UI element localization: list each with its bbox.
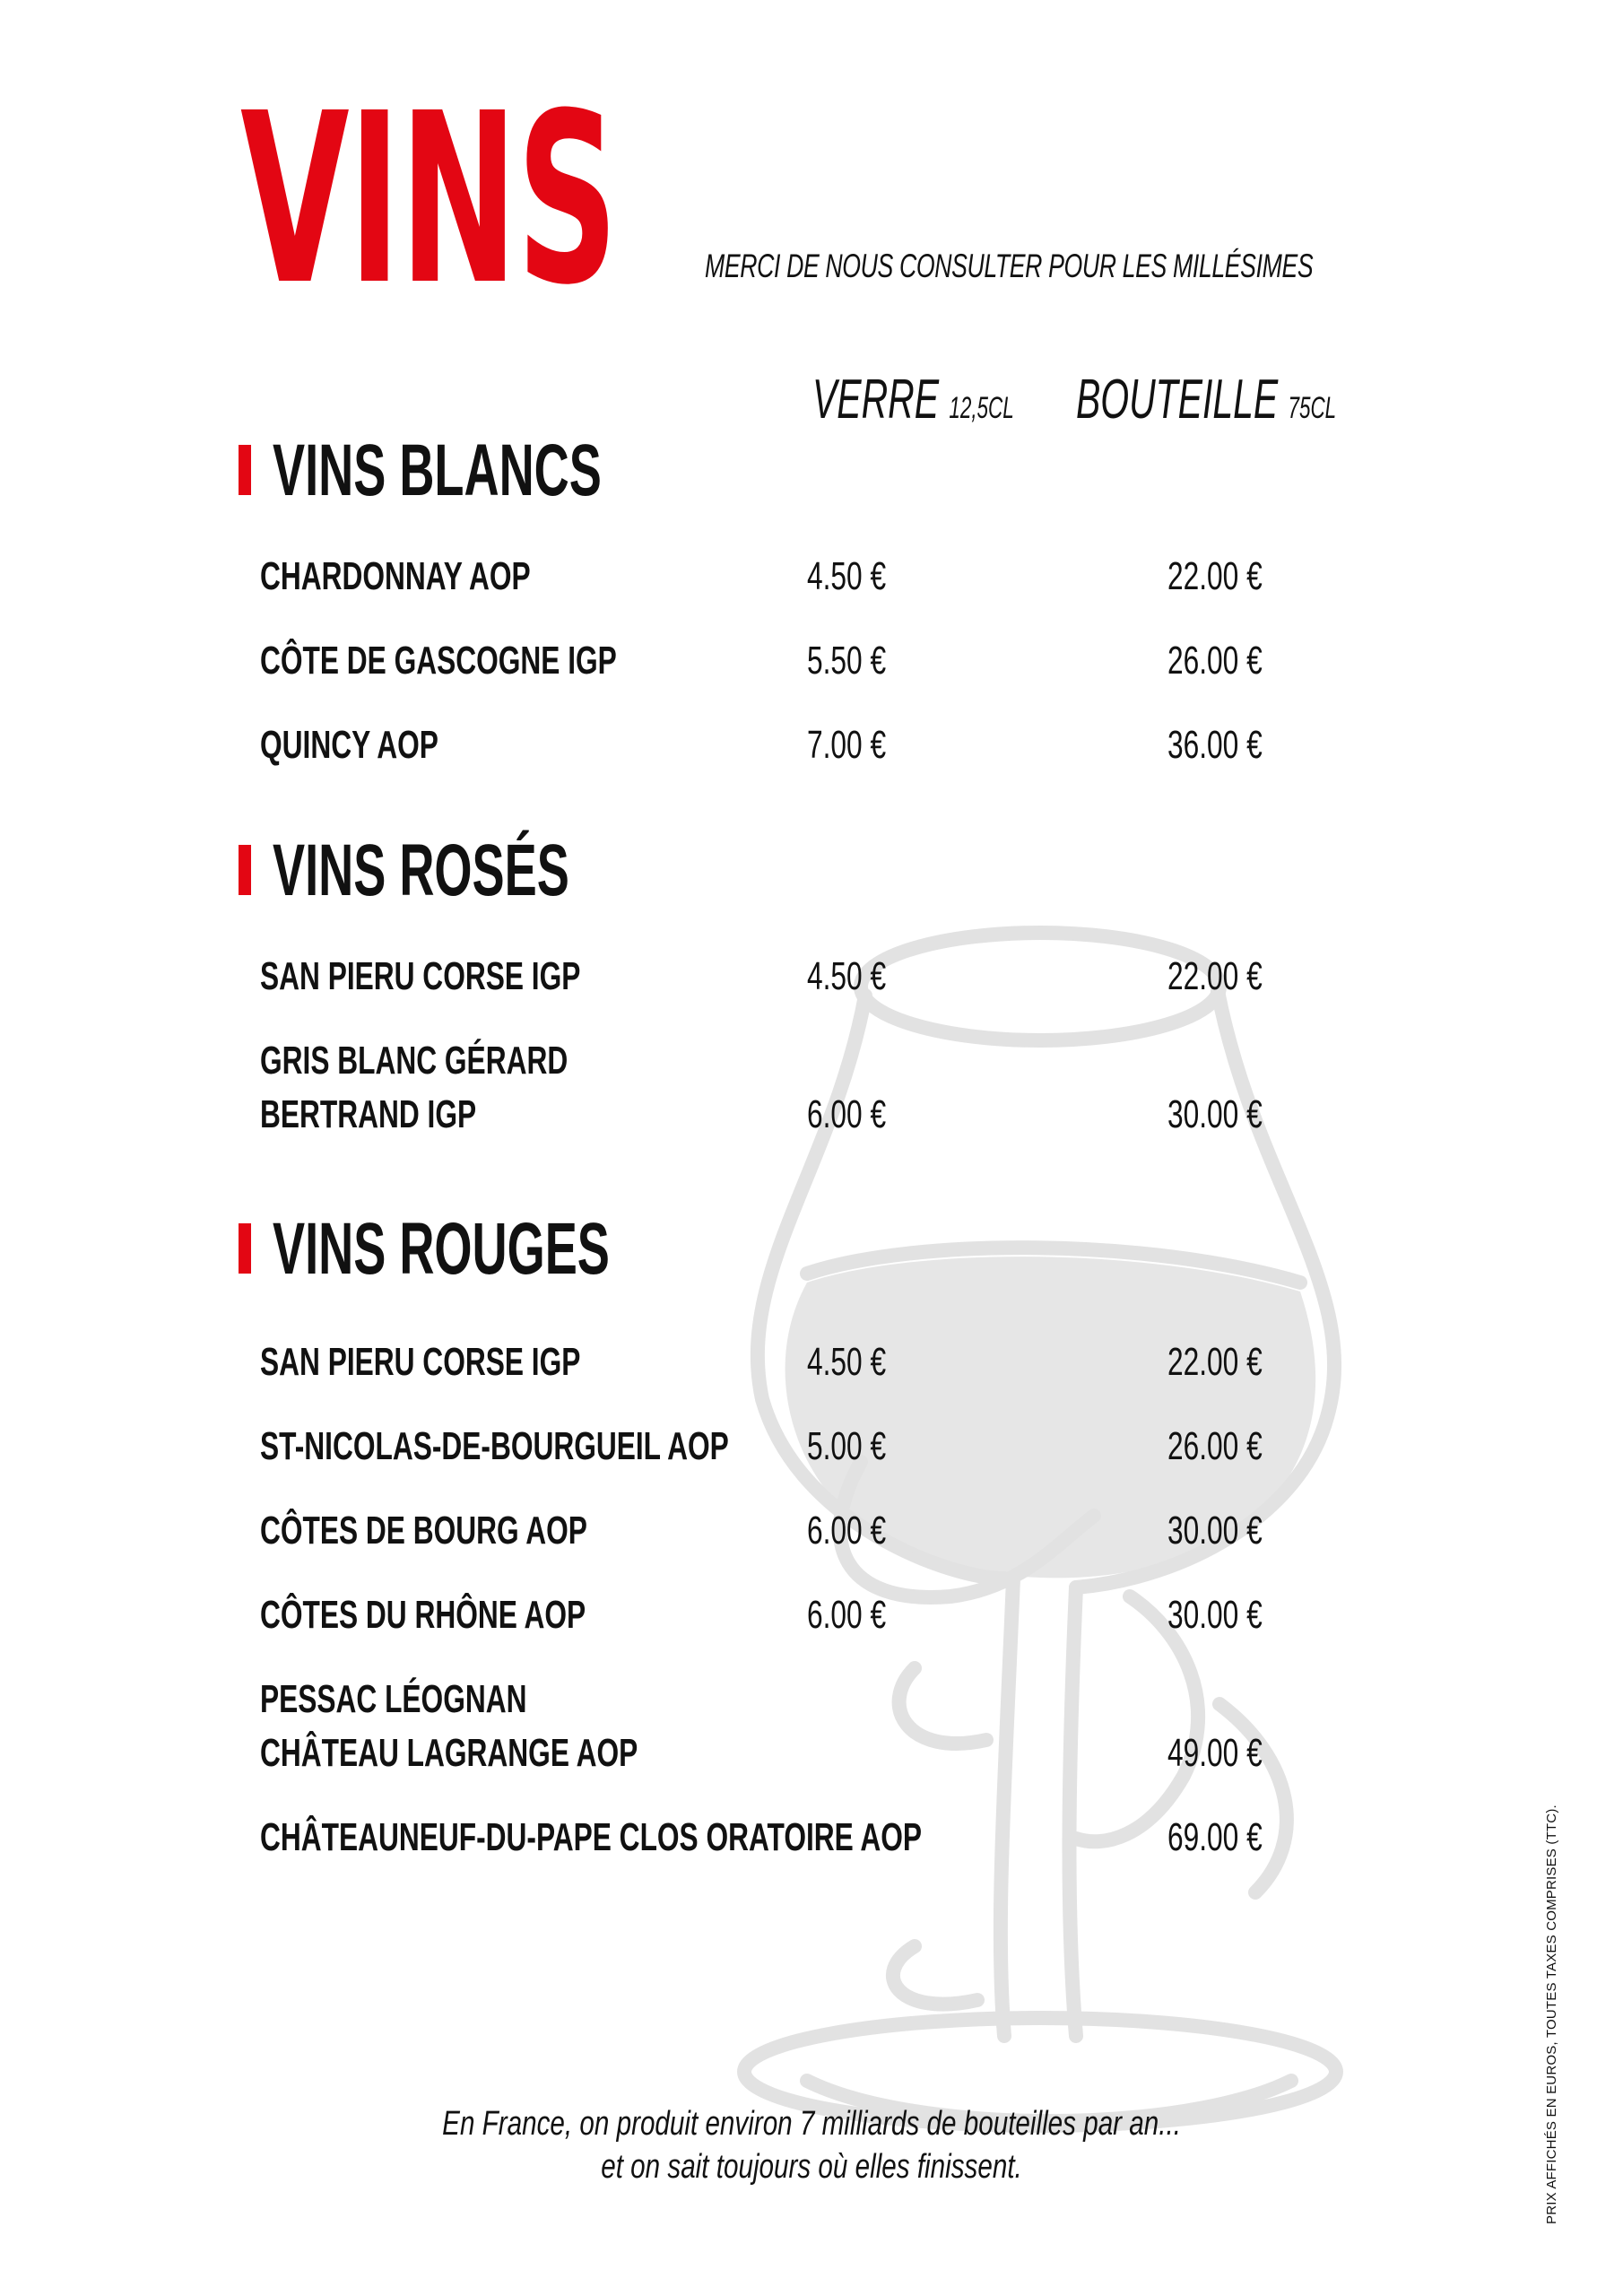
bottle-price: 30.00 € xyxy=(1167,1509,1263,1552)
bottle-price: 26.00 € xyxy=(1167,1424,1263,1468)
section-title-rouges: VINS ROUGES xyxy=(273,1208,610,1290)
section-title-blancs: VINS BLANCS xyxy=(273,430,602,511)
glass-price: 4.50 € xyxy=(807,954,887,998)
footer-line1: En France, on produit environ 7 milliards de bouteilles par an... xyxy=(442,2105,1181,2143)
section-marker xyxy=(239,845,251,895)
page-title: VINS xyxy=(240,63,618,336)
bottle-price: 49.00 € xyxy=(1167,1731,1263,1775)
bottle-price: 30.00 € xyxy=(1167,1092,1263,1136)
glass-price: 4.50 € xyxy=(807,554,887,598)
glass-price: 4.50 € xyxy=(807,1340,887,1384)
wine-glass-illustration xyxy=(681,897,1399,2152)
wine-name-line1: GRIS BLANC GÉRARD xyxy=(260,1039,568,1083)
bottle-price: 36.00 € xyxy=(1167,723,1263,767)
glass-price: 7.00 € xyxy=(807,723,887,767)
wine-name: ST-NICOLAS-DE-BOURGUEIL AOP xyxy=(260,1424,729,1468)
glass-unit: 12,5CL xyxy=(949,391,1014,425)
bottle-price: 69.00 € xyxy=(1167,1815,1263,1859)
glass-price: 6.00 € xyxy=(807,1509,887,1552)
glass-price: 5.50 € xyxy=(807,639,887,683)
wine-name-line1: PESSAC LÉOGNAN xyxy=(260,1677,527,1721)
bottle-price: 22.00 € xyxy=(1167,554,1263,598)
bottle-label: BOUTEILLE xyxy=(1076,369,1279,430)
section-marker xyxy=(239,1223,251,1274)
wine-name: SAN PIERU CORSE IGP xyxy=(260,1340,581,1384)
wine-name: CHARDONNAY AOP xyxy=(260,554,531,598)
bottle-price: 22.00 € xyxy=(1167,954,1263,998)
bottle-price: 30.00 € xyxy=(1167,1593,1263,1637)
vintage-note: MERCI DE NOUS CONSULTER POUR LES MILLÉSIMES xyxy=(705,248,1314,284)
wine-name-line2: CHÂTEAU LAGRANGE AOP xyxy=(260,1731,638,1775)
glass-price: 6.00 € xyxy=(807,1593,887,1637)
bottle-unit: 75CL xyxy=(1288,391,1337,425)
glass-price: 6.00 € xyxy=(807,1092,887,1136)
wine-name: CÔTE DE GASCOGNE IGP xyxy=(260,639,617,683)
bottle-price: 22.00 € xyxy=(1167,1340,1263,1384)
glass-price: 5.00 € xyxy=(807,1424,887,1468)
tax-note: PRIX AFFICHÉS EN EUROS, TOUTES TAXES COMPRISES (TTC). xyxy=(1544,1805,1559,2224)
wine-name: QUINCY AOP xyxy=(260,723,438,767)
footer-line2: et on sait toujours où elles finissent. xyxy=(601,2148,1022,2186)
wine-name-line2: BERTRAND IGP xyxy=(260,1092,477,1136)
section-marker xyxy=(239,445,251,495)
wine-name: CHÂTEAUNEUF-DU-PAPE CLOS ORATOIRE AOP xyxy=(260,1815,923,1859)
wine-name: CÔTES DE BOURG AOP xyxy=(260,1509,587,1552)
wine-name: SAN PIERU CORSE IGP xyxy=(260,954,581,998)
section-title-roses: VINS ROSÉS xyxy=(273,830,569,911)
column-header-glass xyxy=(812,368,1014,431)
bottle-price: 26.00 € xyxy=(1167,639,1263,683)
wine-name: CÔTES DU RHÔNE AOP xyxy=(260,1593,586,1637)
glass-label: VERRE xyxy=(812,369,939,430)
column-header-bottle xyxy=(1076,368,1336,431)
footer-quote xyxy=(0,2102,1623,2188)
